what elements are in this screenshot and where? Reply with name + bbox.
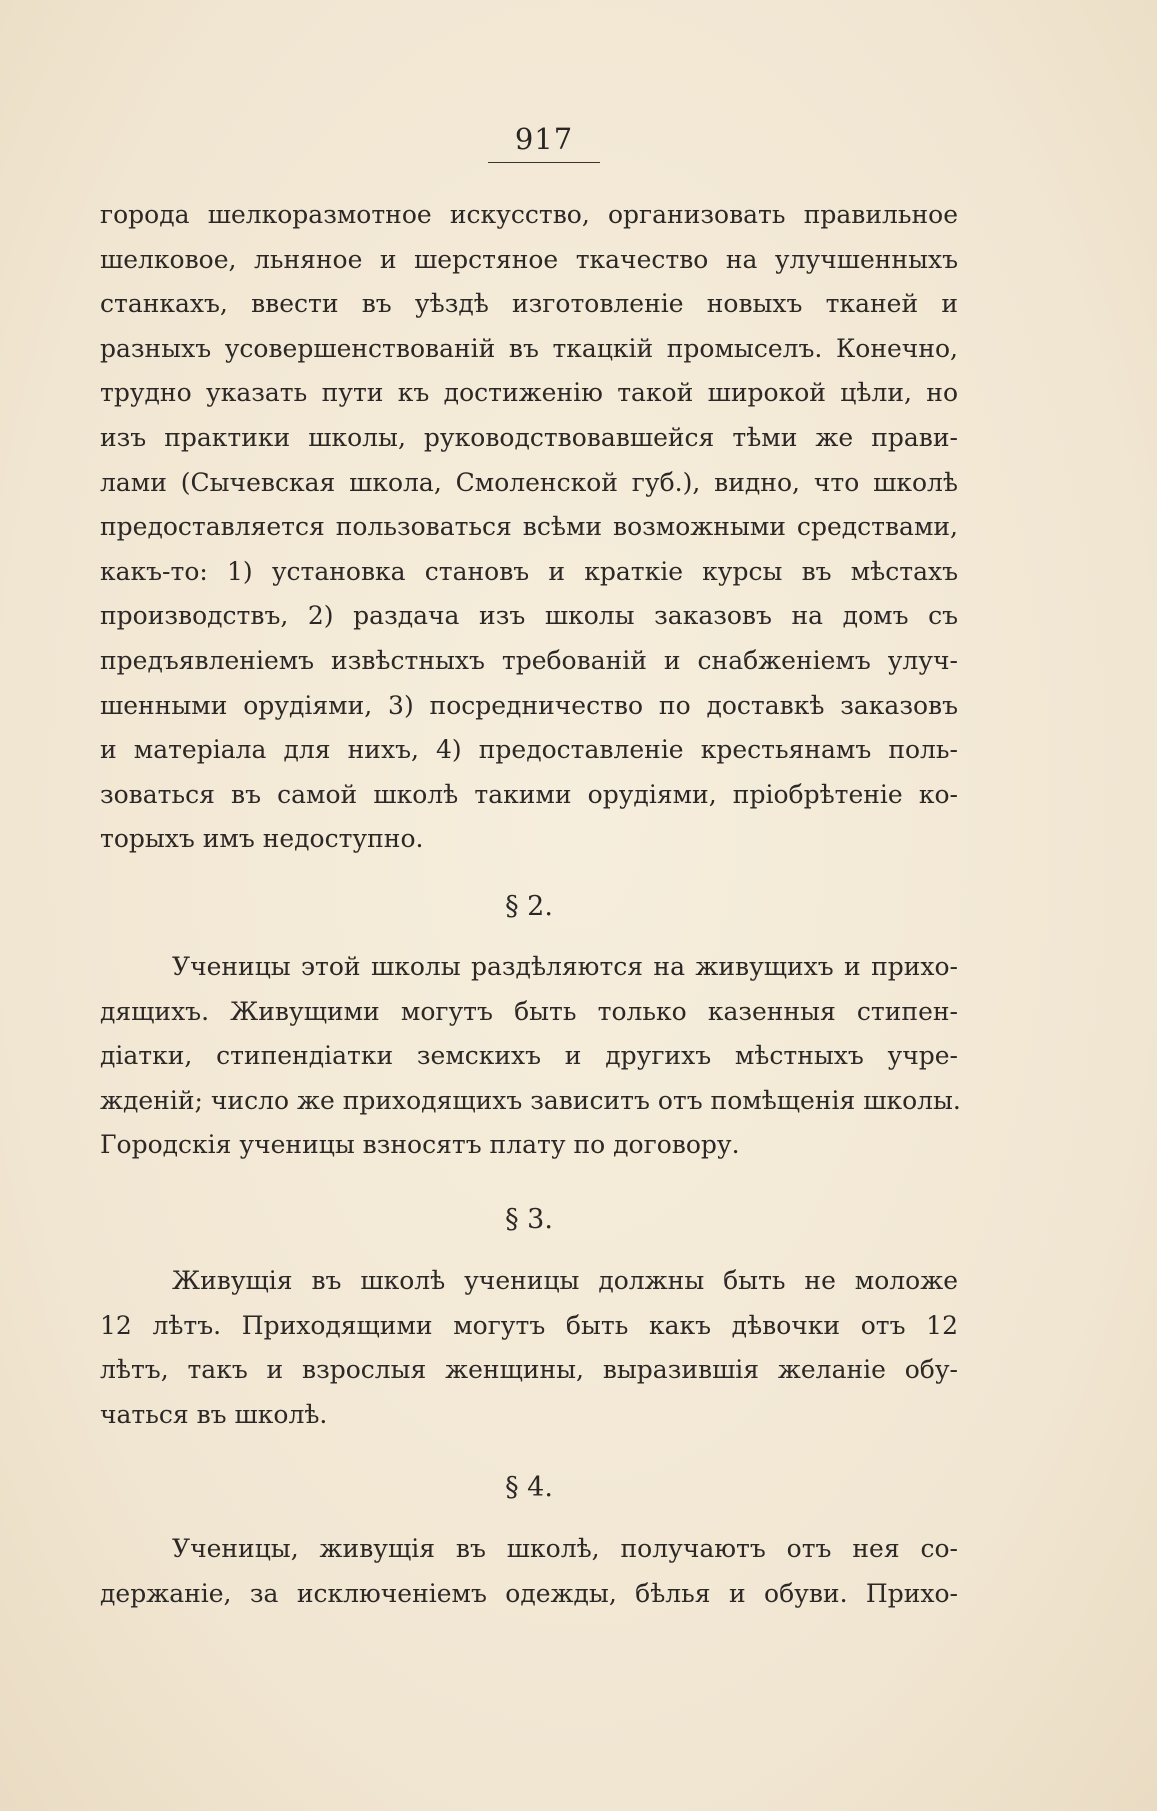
text-line: жденій; число же приходящихъ зависитъ отъ помѣщенія школы. — [100, 1085, 961, 1115]
text-line: Ученицы этой школы раздѣляются на живущихъ и прихо- — [172, 952, 958, 981]
text-line: какъ-то: 1) установка становъ и краткіе курсы въ мѣстахъ — [100, 556, 958, 586]
text-line: лѣтъ, такъ и взрослыя женщины, выразившія желаніе обу- — [100, 1355, 958, 1385]
text-line: города шелкоразмотное искусство, организовать правильное — [100, 200, 958, 229]
text-line: и матеріала для нихъ, 4) предоставленіе крестьянамъ поль- — [100, 735, 958, 765]
text-line: шенными орудіями, 3) посредничество по доставкѣ заказовъ — [100, 690, 958, 720]
text-line: 12 лѣтъ. Приходящими могутъ быть какъ дѣвочки отъ 12 — [100, 1310, 958, 1340]
text-line: предоставляется пользоваться всѣми возможными средствами, — [100, 512, 958, 542]
section-4-body — [100, 1527, 958, 1616]
text-line: держаніе, за исключеніемъ одежды, бѣлья и обуви. Прихо- — [100, 1578, 958, 1608]
section-2-body — [100, 945, 961, 1168]
text-line: трудно указать пути къ достиженію такой широкой цѣли, но — [100, 378, 958, 408]
text-line: станкахъ, ввести въ уѣздѣ изготовленіе новыхъ тканей и — [100, 289, 958, 319]
section-heading-2: § 2. — [505, 891, 553, 922]
text-line: Ученицы, живущія въ школѣ, получаютъ отъ нея со- — [172, 1534, 958, 1563]
section-heading-3: § 3. — [505, 1204, 553, 1235]
section-3-body — [100, 1259, 958, 1437]
text-line: лами (Сычевская школа, Смоленской губ.), видно, что школѣ — [100, 467, 958, 497]
text-line: торыхъ имъ недоступно. — [100, 824, 424, 854]
text-line: діатки, стипендіатки земскихъ и другихъ мѣстныхъ учре- — [100, 1041, 958, 1071]
paragraph-1 — [100, 193, 958, 862]
text-line: разныхъ усовершенствованій въ ткацкій промыселъ. Конечно, — [100, 333, 958, 363]
text-line: Городскія ученицы взносятъ плату по договору. — [100, 1130, 740, 1160]
text-line: производствъ, 2) раздача изъ школы заказовъ на домъ съ — [100, 601, 958, 631]
text-line: изъ практики школы, руководствовавшейся тѣми же прави- — [100, 422, 958, 452]
text-line: зоваться въ самой школѣ такими орудіями, пріобрѣтеніе ко- — [100, 779, 958, 809]
page-number: 917 — [488, 122, 600, 163]
text-line: предъявленіемъ извѣстныхъ требованій и снабженіемъ улуч- — [100, 645, 958, 675]
text-line: шелковое, льняное и шерстяное ткачество на улучшенныхъ — [100, 244, 958, 274]
text-line: дящихъ. Живущими могутъ быть только казенныя стипен- — [100, 996, 958, 1026]
section-heading-4: § 4. — [505, 1472, 553, 1503]
text-line: Живущія въ школѣ ученицы должны быть не моложе — [172, 1266, 958, 1295]
text-line: чаться въ школѣ. — [100, 1399, 328, 1429]
